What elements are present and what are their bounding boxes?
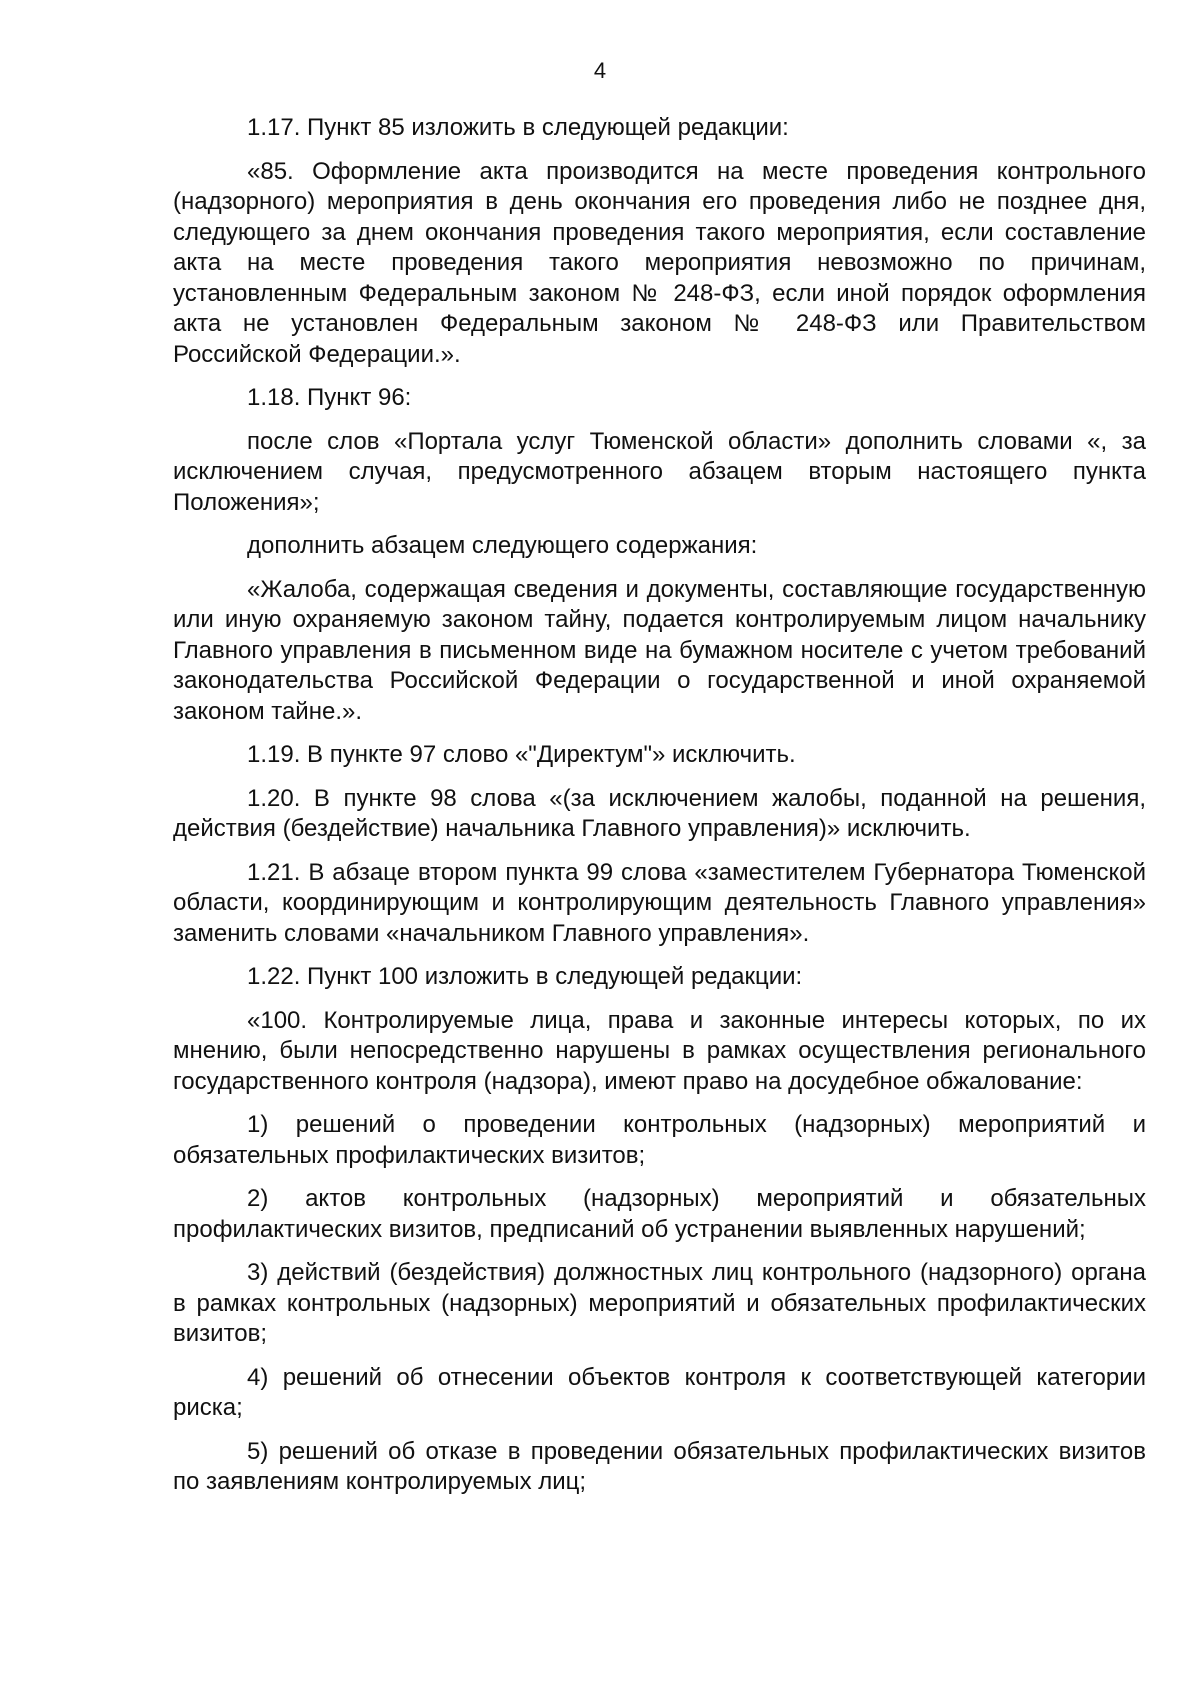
paragraph-complaint: «Жалоба, содержащая сведения и документы, составляющие государственную или иную охраняемую законом тайну, подается контролируемым лицом начальнику Главного управления в письменном виде на бумажном носителе с учетом требований законодательства Российской Федерации о государственной и иной охраняемой законом тайне.». [173, 575, 1146, 725]
paragraph-1-20: 1.20. В пункте 98 слова «(за исключением жалобы, поданной на решения, действия (бездействие) начальника Главного управления)» исключить. [173, 784, 1146, 842]
list-item-4: 4) решений об отнесении объектов контроля к соответствующей категории риска; [173, 1363, 1146, 1421]
list-item-5: 5) решений об отказе в проведении обязательных профилактических визитов по заявлениям контролируемых лиц; [173, 1437, 1146, 1495]
paragraph-1-21: 1.21. В абзаце втором пункта 99 слова «заместителем Губернатора Тюменской области, координирующим и контролирующим деятельность Главного управления» заменить словами «начальником Главного управления». [173, 858, 1146, 947]
paragraph-1-17: 1.17. Пункт 85 изложить в следующей редакции: [247, 114, 789, 141]
page-number: 4 [593, 58, 607, 83]
paragraph-1-18: 1.18. Пункт 96: [247, 384, 412, 411]
document-body [173, 113, 1146, 1498]
list-item-2: 2) актов контрольных (надзорных) мероприятий и обязательных профилактических визитов, предписаний об устранении выявленных нарушений; [173, 1185, 1146, 1243]
paragraph-96-addition: дополнить абзацем следующего содержания: [247, 532, 758, 559]
paragraph-1-19: 1.19. В пункте 97 слово «"Директум"» исключить. [247, 741, 796, 768]
list-item-1: 1) решений о проведении контрольных (надзорных) мероприятий и обязательных профилактических визитов; [173, 1111, 1146, 1169]
list-item-3: 3) действий (бездействия) должностных лиц контрольного (надзорного) органа в рамках контрольных (надзорных) мероприятий и обязательных профилактических визитов; [173, 1259, 1146, 1347]
paragraph-1-22: 1.22. Пункт 100 изложить в следующей редакции: [247, 963, 803, 990]
paragraph-100-text: «100. Контролируемые лица, права и законные интересы которых, по их мнению, были непосредственно нарушены в рамках осуществления регионального государственного контроля (надзора), имеют право на досудебное обжалование: [173, 1006, 1146, 1095]
paragraph-96-words: после слов «Портала услуг Тюменской области» дополнить словами «, за исключением случая, предусмотренного абзацем вторым настоящего пункта Положения»; [173, 427, 1146, 516]
paragraph-85-text: «85. Оформление акта производится на месте проведения контрольного (надзорного) мероприятия в день окончания его проведения либо не позднее дня, следующего за днем окончания проведения такого мероприятия, если составление акта на месте проведения такого мероприятия невозможно по причинам, установленным Федеральным законом № 248-ФЗ, если иной порядок оформления акта не установлен Федеральным законом № 248-ФЗ или Правительством Российской Федерации.». [173, 157, 1146, 368]
